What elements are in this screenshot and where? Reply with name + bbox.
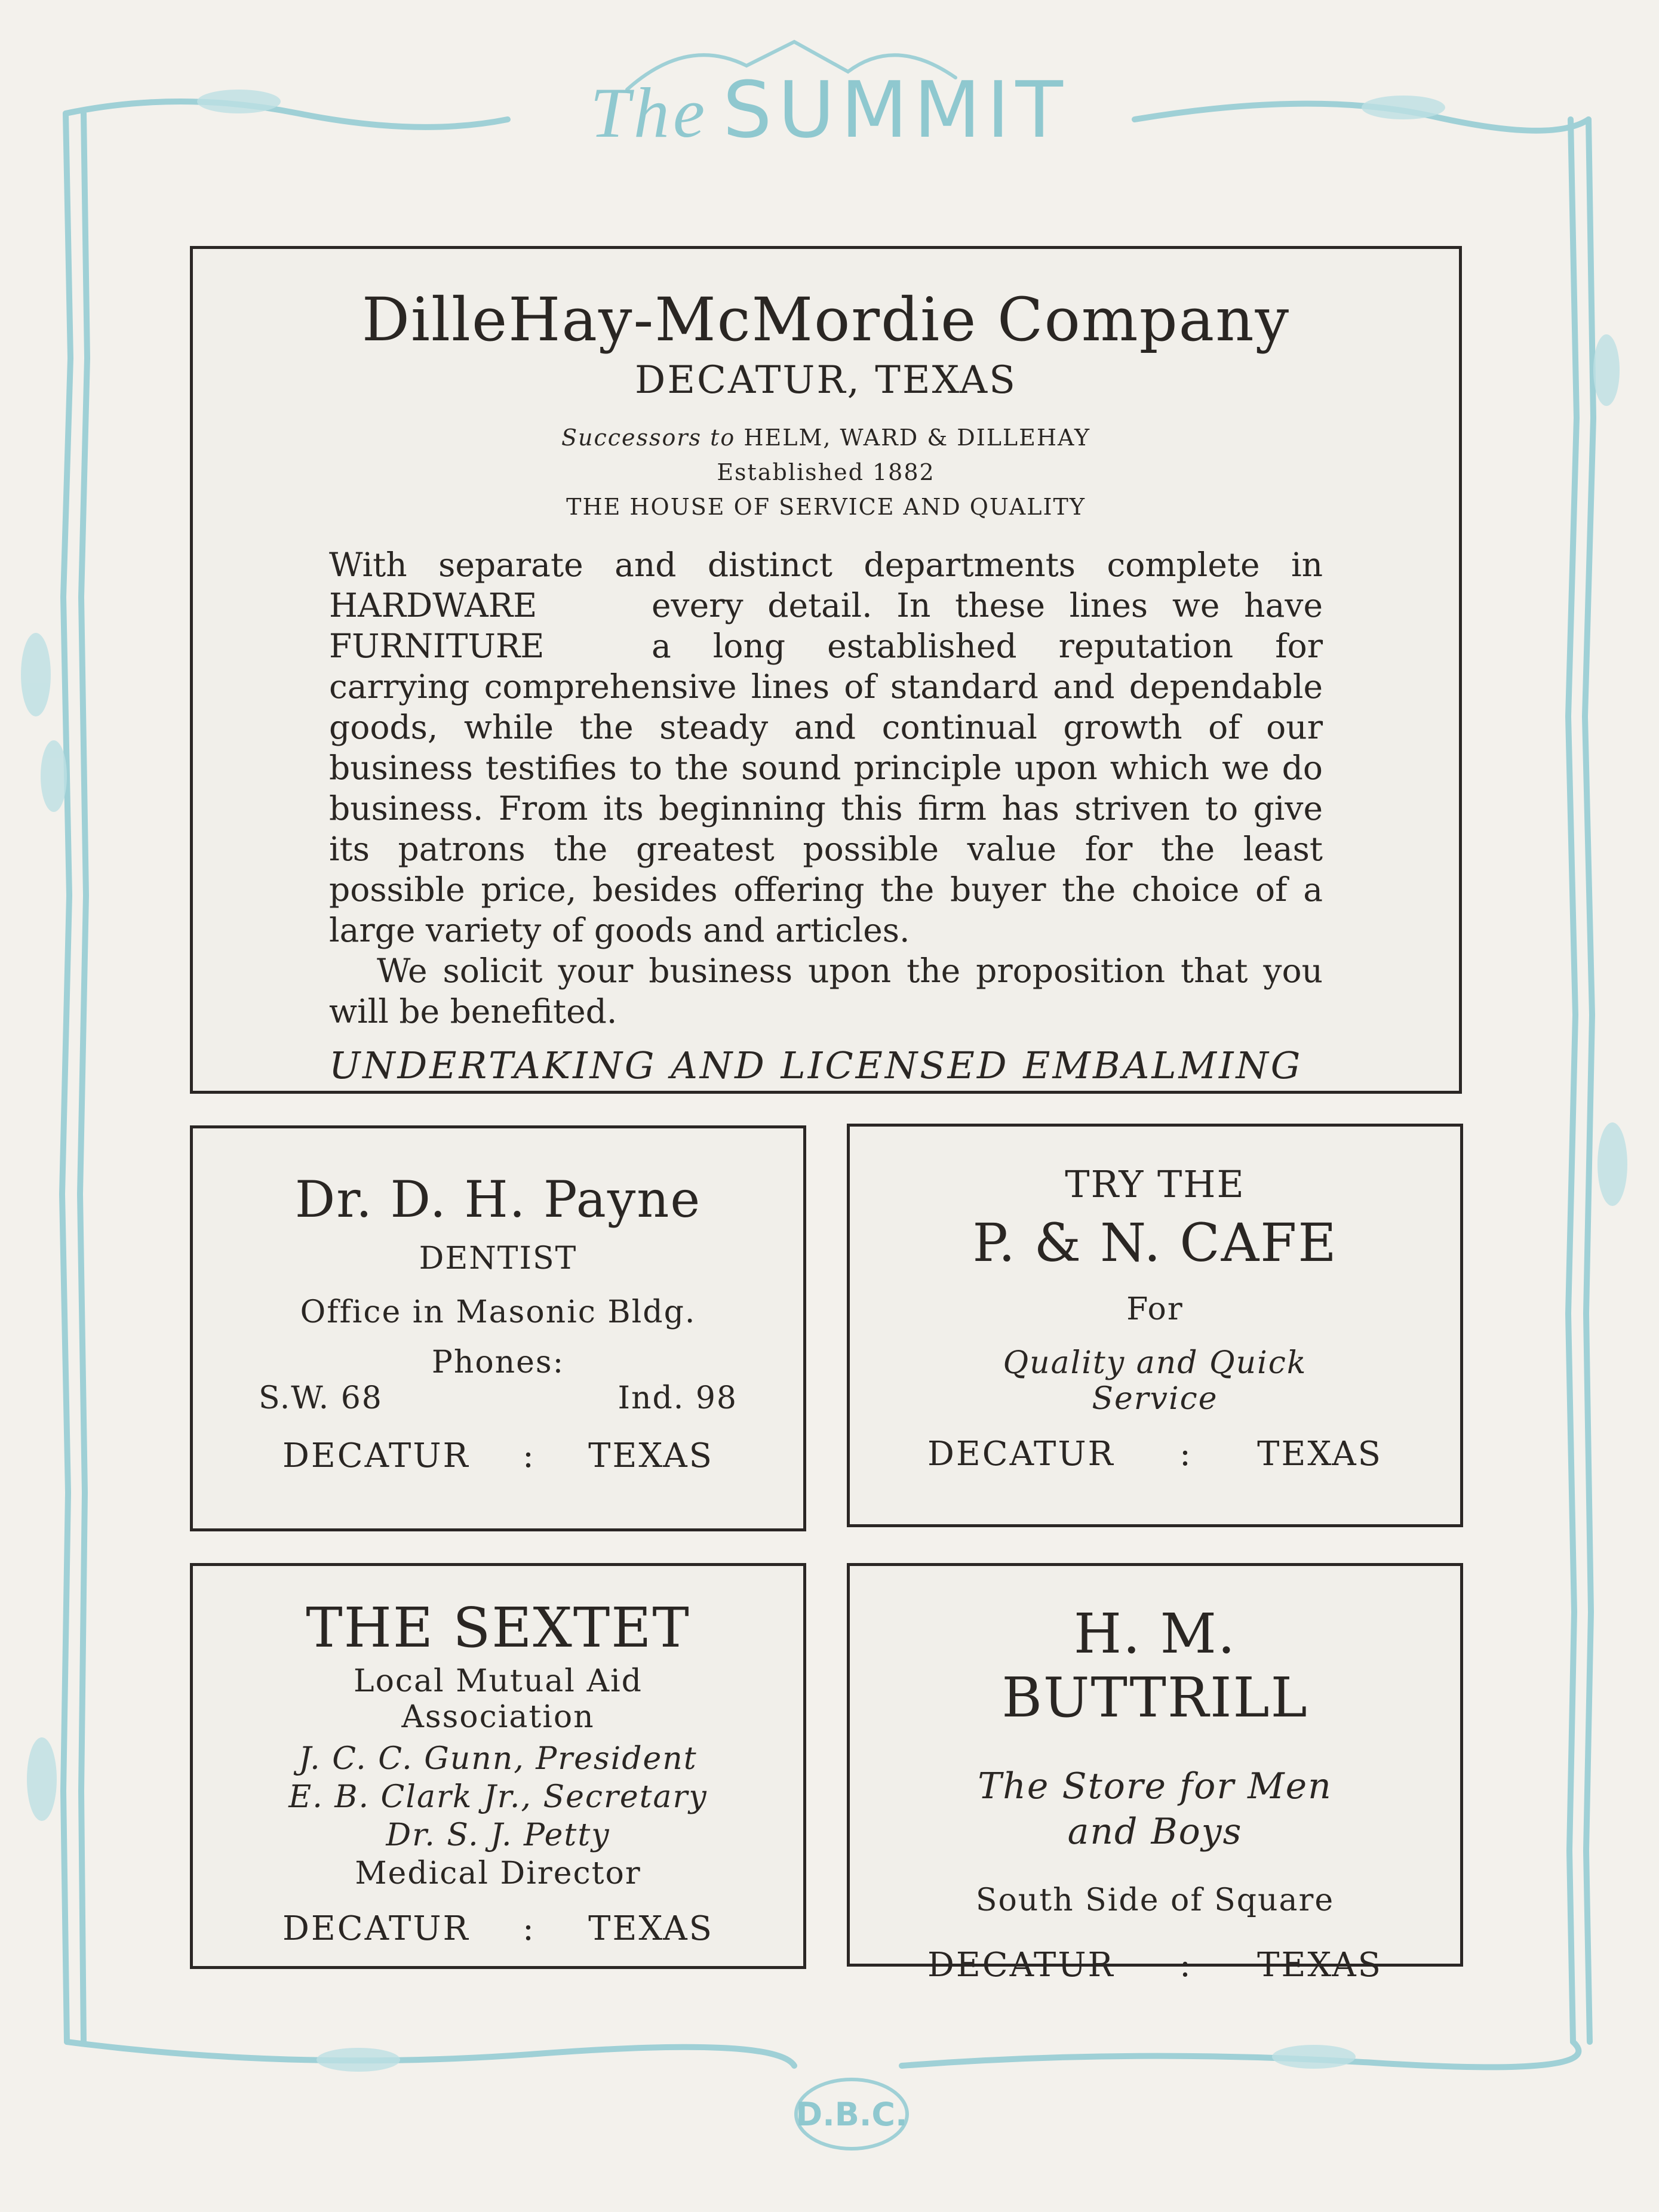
cafe-state: TEXAS (1257, 1435, 1382, 1473)
body-paragraph: carrying comprehensive lines of standard and dependable goods, while the steady and continual growth of our business testifies to the sound principle upon which we do business. From its beginning this firm has striven to give its patrons the greatest possible value for the least possible price, besides offering the buyer the choice of a large variety of goods and articles. (329, 667, 1323, 949)
sextet-secretary: E. B. Clark Jr., Secretary (288, 1779, 708, 1815)
successors-line (329, 420, 1323, 455)
sextet-president: J. C. C. Gunn, President (299, 1741, 698, 1777)
header-the: The (590, 73, 709, 152)
header-summit: SUMMIT (723, 64, 1069, 155)
cafe-for: For (1126, 1291, 1184, 1327)
dept-hardware-line (329, 585, 1323, 626)
sextet-state: TEXAS (588, 1909, 714, 1948)
dept-furniture-line (329, 626, 1323, 666)
sextet-ad (190, 1563, 806, 1969)
dept-hardware: HARDWARE (329, 586, 537, 624)
payne-sep: : (522, 1436, 536, 1475)
solicit-paragraph: We solicit your business upon the proposition that you will be benefited. (329, 952, 1323, 1030)
buttrill-sep: : (1179, 1946, 1193, 1985)
cafe-sep: : (1179, 1435, 1193, 1473)
cafe-slogan-1: Quality and Quick (1003, 1345, 1307, 1381)
payne-location (259, 1436, 738, 1475)
established-line: Established 1882 (717, 459, 935, 485)
sextet-name: THE SEXTET (306, 1596, 690, 1660)
header-title (0, 64, 1659, 155)
payne-name: Dr. D. H. Payne (294, 1170, 702, 1229)
sextet-doctor-title: Medical Director (355, 1856, 641, 1891)
phone-ind: Ind. 98 (617, 1380, 738, 1416)
cafe-try: TRY THE (1065, 1162, 1245, 1206)
cafe-slogan-2: Service (1092, 1381, 1218, 1417)
buttrill-ad (847, 1563, 1463, 1985)
body-line1: With separate and distinct departments complete in (329, 546, 1323, 584)
dept-hardware-rest: every detail. In these lines we have (652, 586, 1323, 624)
sextet-location (259, 1909, 738, 1948)
dept-furniture: FURNITURE (329, 627, 545, 665)
undertaking-line: UNDERTAKING AND LICENSED EMBALMING (329, 1044, 1303, 1087)
buttrill-slogan-2: and Boys (1067, 1811, 1243, 1853)
payne-title: DENTIST (419, 1241, 577, 1276)
sextet-sep: : (522, 1909, 536, 1948)
payne-office: Office in Masonic Bldg. (300, 1294, 696, 1330)
sextet-city: DECATUR (282, 1909, 470, 1948)
payne-city: DECATUR (282, 1436, 470, 1475)
payne-state: TEXAS (588, 1436, 714, 1475)
payne-phones-label: Phones: (431, 1345, 565, 1380)
buttrill-slogan-1: The Store for Men (978, 1765, 1332, 1807)
sextet-desc: Local Mutual Aid Association (354, 1663, 643, 1735)
phone-sw: S.W. 68 (259, 1380, 383, 1416)
dillehay-ad (190, 246, 1462, 1094)
buttrill-address: South Side of Square (975, 1882, 1335, 1918)
payne-ad (190, 1125, 806, 1531)
payne-phones (259, 1380, 738, 1416)
cafe-ad (847, 1124, 1463, 1527)
cafe-location (927, 1435, 1382, 1473)
dbc-monogram: D.B.C. (794, 2078, 909, 2151)
buttrill-name: H. M. BUTTRILL (1001, 1602, 1308, 1730)
buttrill-city: DECATUR (927, 1946, 1115, 1985)
company-location: DECATUR, TEXAS (635, 358, 1017, 402)
buttrill-state: TEXAS (1257, 1946, 1382, 1985)
cafe-name: P. & N. CAFE (972, 1212, 1338, 1273)
successors-name: HELM, WARD & DILLEHAY (744, 424, 1091, 451)
main-body (329, 544, 1323, 1032)
company-name: DilleHay-McMordie Company (361, 285, 1291, 355)
sextet-doctor: Dr. S. J. Petty (386, 1817, 610, 1853)
successors-prefix: Successors to (561, 424, 736, 451)
buttrill-location (927, 1946, 1382, 1985)
motto-line: THE HOUSE OF SERVICE AND QUALITY (566, 494, 1086, 520)
cafe-city: DECATUR (927, 1435, 1115, 1473)
dept-furniture-rest: a long established reputation for (652, 627, 1323, 665)
